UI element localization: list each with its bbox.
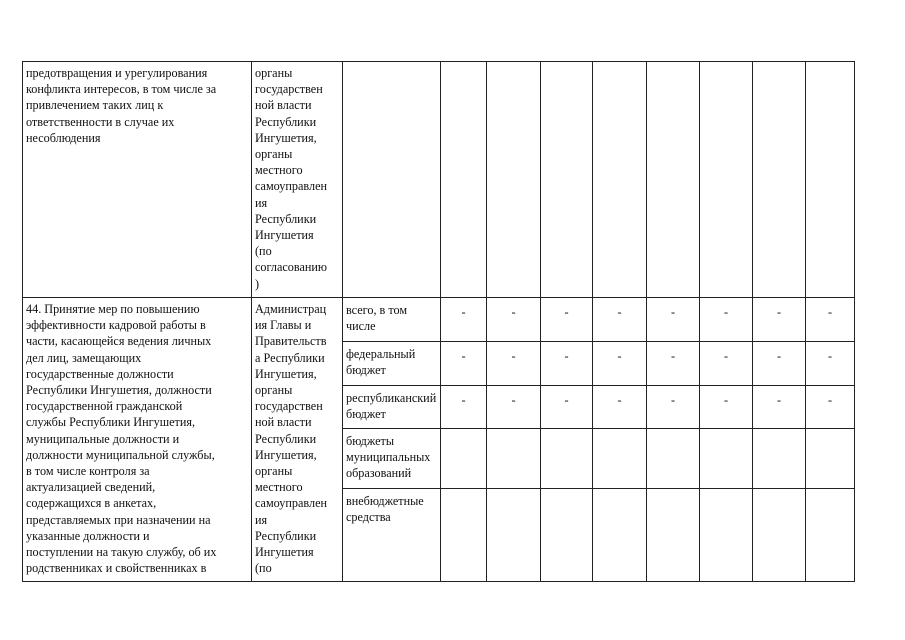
- value-cell: -: [806, 342, 855, 386]
- value-cell: -: [647, 342, 700, 386]
- value-cell: [700, 429, 753, 489]
- value-cell: [487, 62, 541, 298]
- value-cell: [647, 62, 700, 298]
- value-cell: -: [753, 386, 806, 429]
- responsible-executor-cell: Администрац ия Главы и Правительств а Республики Ингушетия, органы государствен ной власти Республики Ингушетия, органы местного самоуправлен ия Республики Ингушетия (по: [252, 298, 343, 582]
- value-cell: [700, 62, 753, 298]
- value-cell: [487, 489, 541, 582]
- funding-source-label: федеральный бюджет: [343, 342, 441, 386]
- measure-description-cell: 44. Принятие мер по повышению эффективности кадровой работы в части, касающейся ведения личных дел лиц, замещающих государственные должности Республики Ингушетия, должности государственной гражданской службы Республики Ингушетия, муниципальные должности и должности муниципальной службы, в том числе контроля за актуализацией сведений, содержащихся в анкетах, представляемых при назначении на указанные должности и поступлении на такую службу, об их родственниках и свойственниках в: [23, 298, 252, 582]
- value-cell: -: [806, 298, 855, 342]
- responsible-executor-cell: органы государствен ной власти Республики Ингушетия, органы местного самоуправлен ия Республики Ингушетия (по согласованию ): [252, 62, 343, 298]
- value-cell: [541, 429, 593, 489]
- value-cell: -: [541, 386, 593, 429]
- value-cell: [441, 429, 487, 489]
- value-cell: -: [647, 386, 700, 429]
- value-cell: [441, 62, 487, 298]
- value-cell: [593, 62, 647, 298]
- value-cell: -: [441, 386, 487, 429]
- measure-description-cell: предотвращения и урегулирования конфликта интересов, в том числе за привлечением таких лиц к ответственности в случае их несоблюдения: [23, 62, 252, 298]
- funding-source-label: всего, в том числе: [343, 298, 441, 342]
- value-cell: -: [487, 386, 541, 429]
- value-cell: -: [700, 298, 753, 342]
- value-cell: -: [647, 298, 700, 342]
- value-cell: -: [700, 342, 753, 386]
- value-cell: [647, 429, 700, 489]
- table-row: [23, 62, 855, 298]
- value-cell: [806, 62, 855, 298]
- value-cell: [541, 489, 593, 582]
- value-cell: -: [541, 342, 593, 386]
- funding-source-cell: [343, 62, 441, 298]
- table-row: [23, 298, 855, 342]
- value-cell: -: [541, 298, 593, 342]
- value-cell: [593, 429, 647, 489]
- value-cell: [700, 489, 753, 582]
- value-cell: [806, 489, 855, 582]
- value-cell: [487, 429, 541, 489]
- funding-source-label: республиканский бюджет: [343, 386, 441, 429]
- value-cell: -: [441, 342, 487, 386]
- value-cell: [441, 489, 487, 582]
- value-cell: -: [593, 298, 647, 342]
- value-cell: [753, 489, 806, 582]
- value-cell: -: [487, 298, 541, 342]
- value-cell: [806, 429, 855, 489]
- value-cell: -: [753, 342, 806, 386]
- value-cell: -: [487, 342, 541, 386]
- value-cell: -: [753, 298, 806, 342]
- funding-source-label: внебюджетные средства: [343, 489, 441, 582]
- value-cell: [593, 489, 647, 582]
- value-cell: -: [441, 298, 487, 342]
- value-cell: -: [700, 386, 753, 429]
- value-cell: -: [593, 386, 647, 429]
- value-cell: [541, 62, 593, 298]
- value-cell: [753, 429, 806, 489]
- funding-source-label: бюджеты муниципальных образований: [343, 429, 441, 489]
- value-cell: [647, 489, 700, 582]
- program-table: [22, 61, 855, 582]
- value-cell: -: [593, 342, 647, 386]
- value-cell: [753, 62, 806, 298]
- value-cell: -: [806, 386, 855, 429]
